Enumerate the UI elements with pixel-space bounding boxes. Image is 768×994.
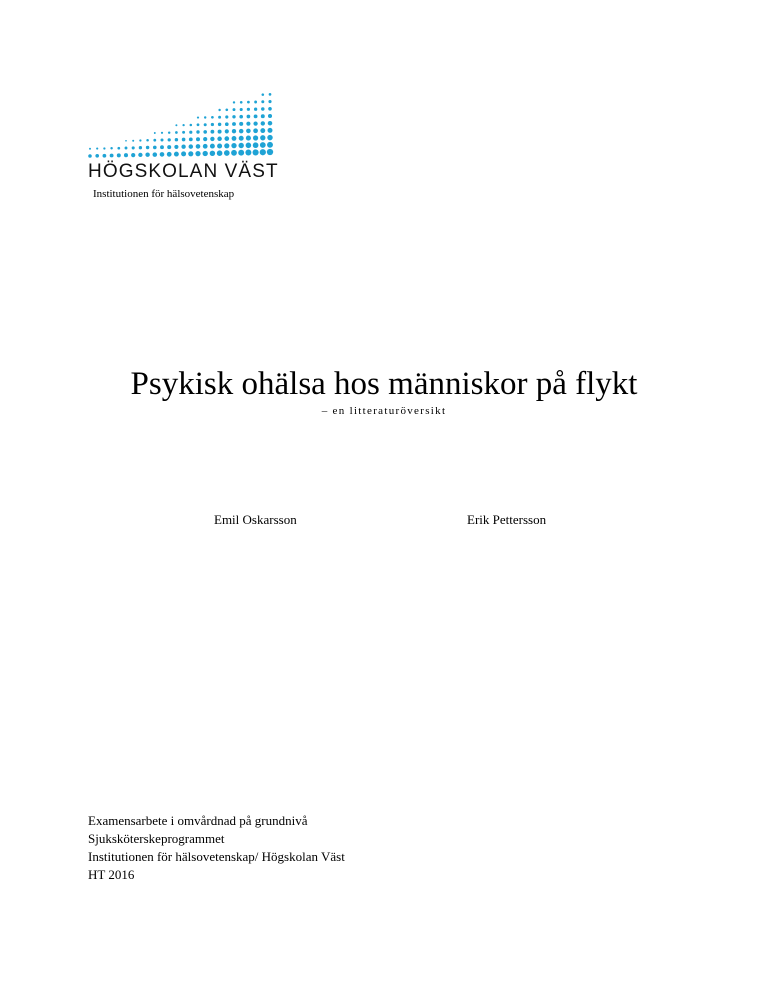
dotted-wave-icon: [88, 76, 278, 161]
author-name: Erik Pettersson: [467, 512, 547, 527]
author-name: Emil Oskarsson: [214, 512, 297, 527]
footer-line-program: Sjuksköterskeprogrammet: [88, 831, 225, 846]
footer-line-term: HT 2016: [88, 867, 135, 882]
footer-line-institution: Institutionen för hälsovetenskap/ Högskolan Väst: [88, 849, 345, 864]
footer-line-exam: Examensarbete i omvårdnad på grundnivå: [88, 813, 308, 828]
logo-text: HÖGSKOLAN VÄST: [88, 161, 279, 182]
document-subtitle: – en litteraturöversikt: [321, 405, 447, 417]
university-logo: [88, 76, 278, 188]
institution-header: Institutionen för hälsovetenskap: [93, 188, 235, 200]
document-title: Psykisk ohälsa hos människor på flykt: [130, 366, 638, 402]
document-footer: [88, 812, 345, 884]
